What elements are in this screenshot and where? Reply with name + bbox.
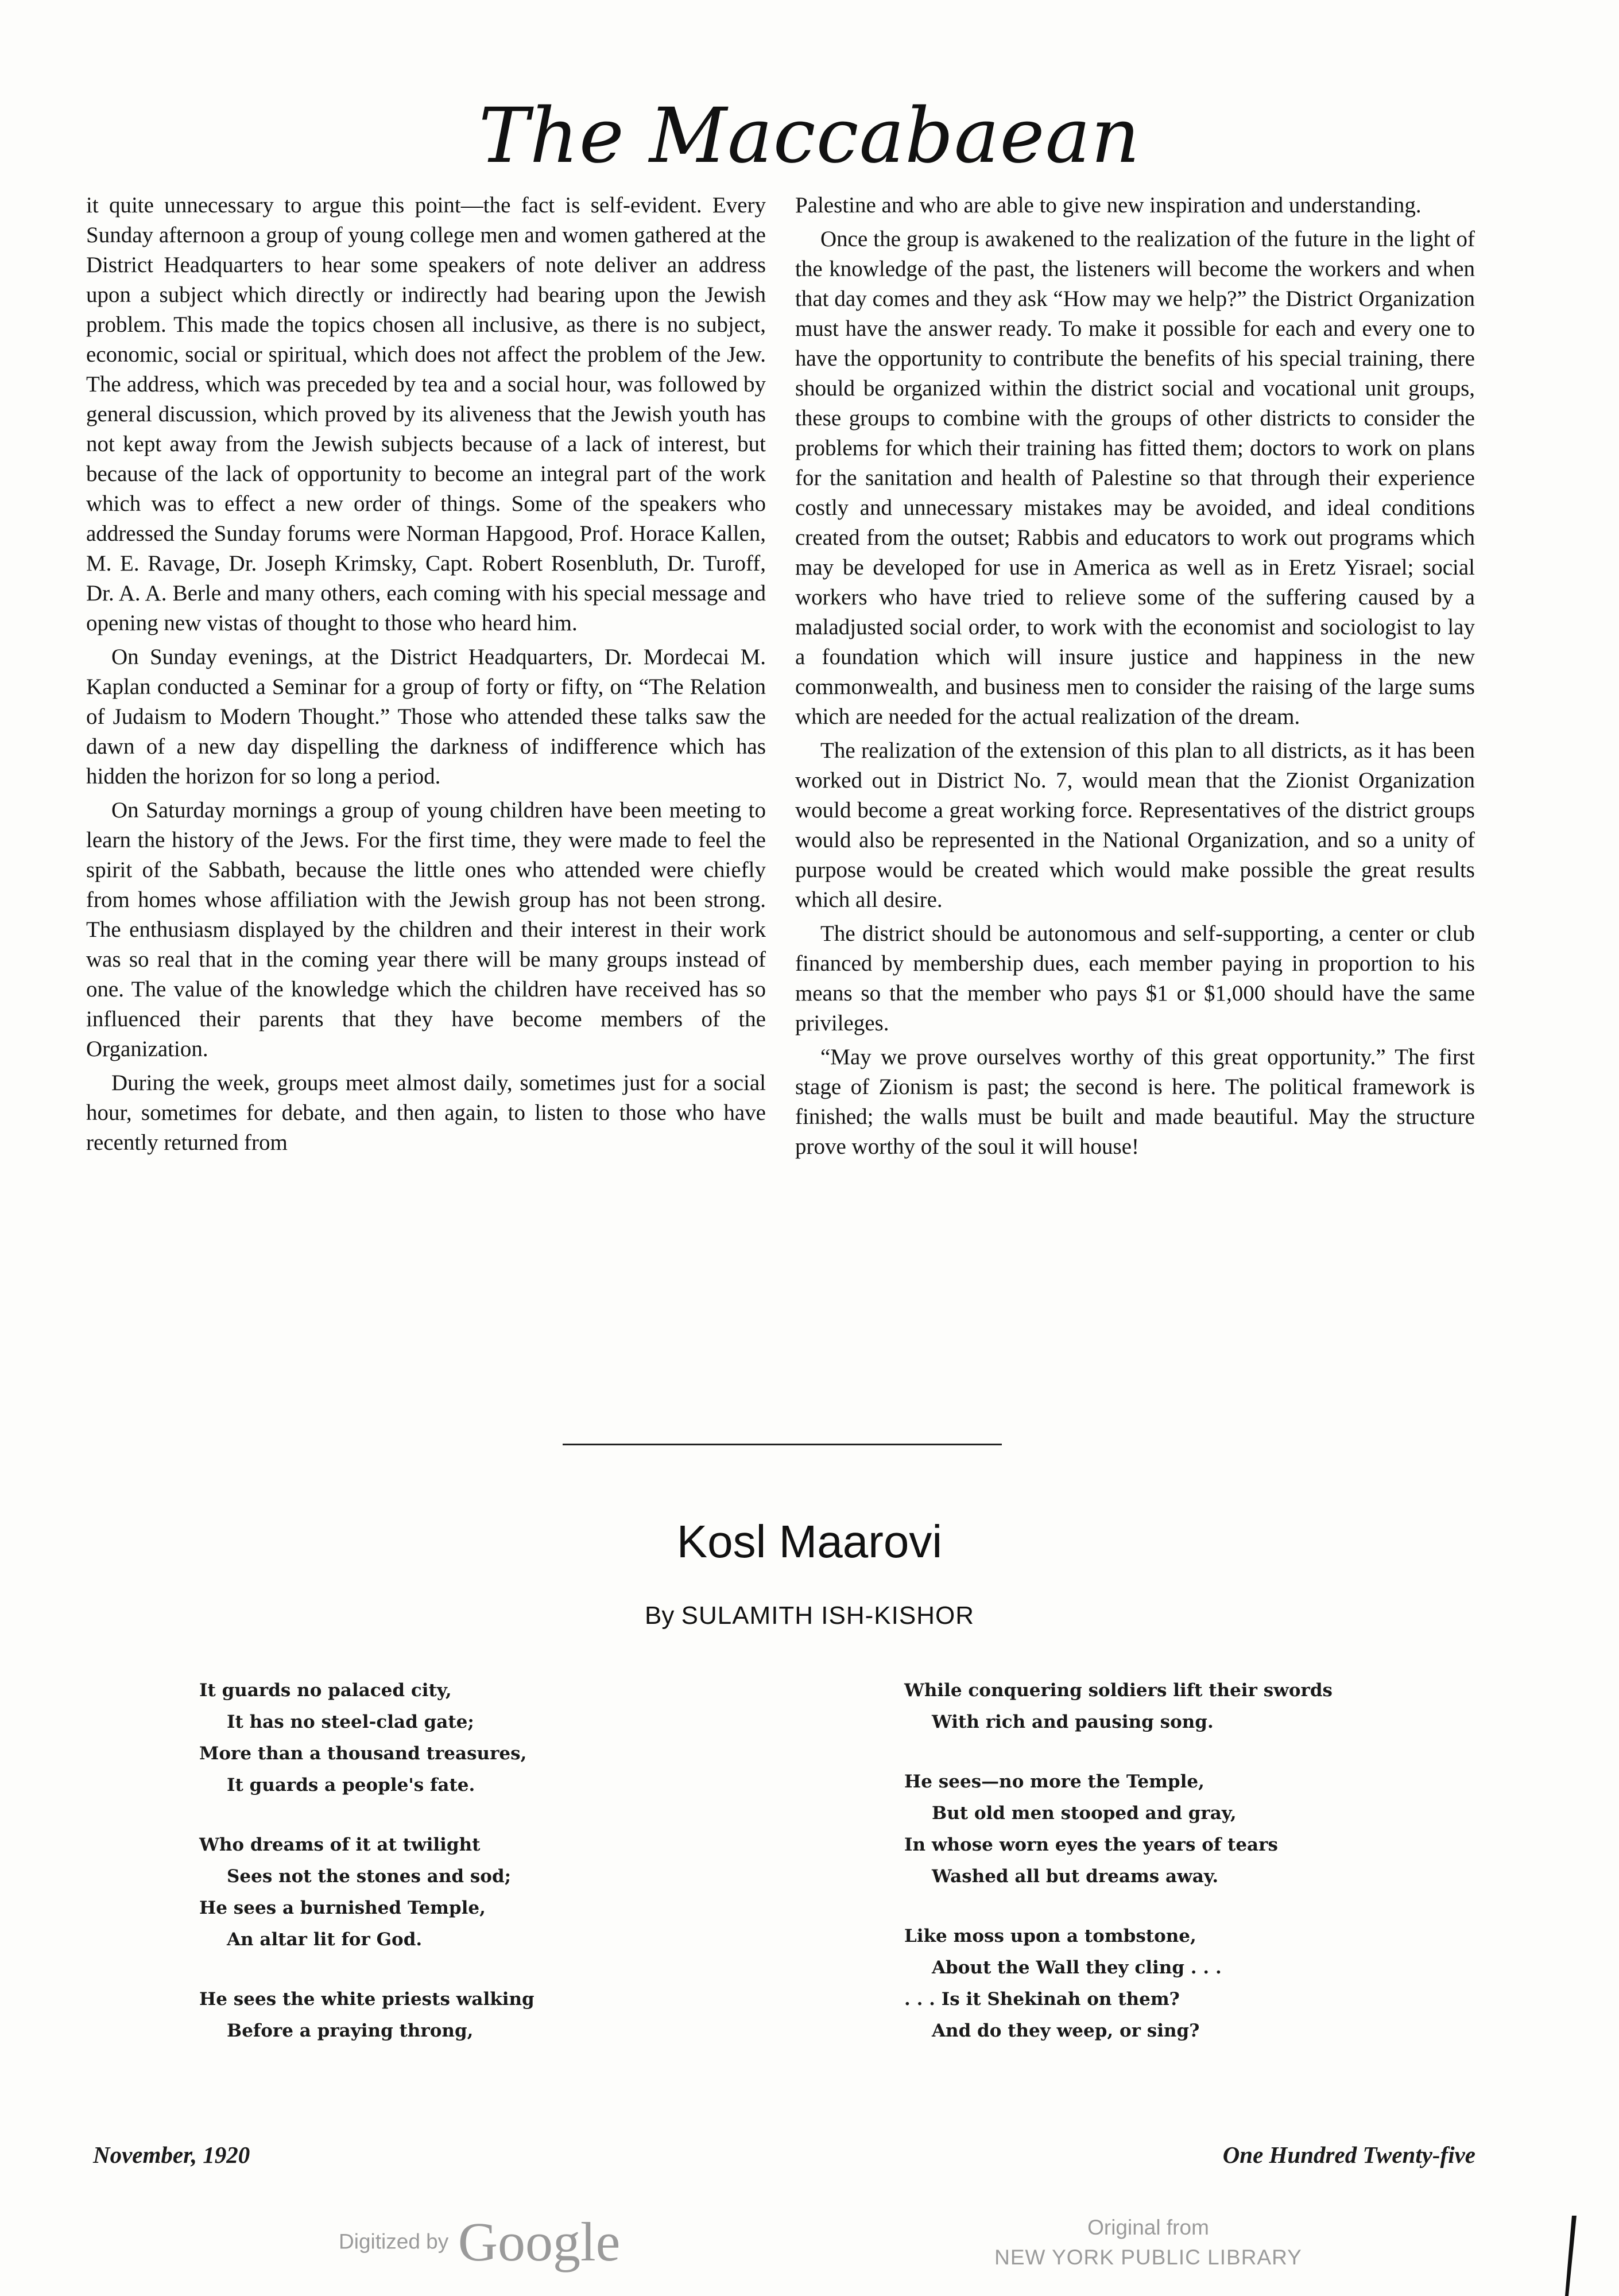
poem-title: Kosl Maarovi xyxy=(676,1516,943,1567)
article-paragraph: The realization of the extension of this plan to all districts, as it has been worked out in District No. 7, would mean that the Zionist Organization would become a great working force. Representatives of the district groups would also be represented in the National Organization, and so a unity of purpose would be created which would make possible the great results which all desire. xyxy=(795,738,1475,912)
poem-stanza-continued xyxy=(904,1675,1478,1738)
google-logo: Google xyxy=(458,2211,621,2272)
article-paragraph: it quite unnecessary to argue this point—the fact is self-evident. Every Sunday afternoon a group of young college men and women gathered at the District Headquarters to hear some speakers of note deliver an address upon a subject which directly or indirectly had bearing upon the Jewish problem. This made the topics chosen all inclusive, as there is no subject, economic, social or spiritual, which does not affect the problem of the Jew. The address, which was preceded by tea and a social hour, was followed by general discussion, which proved by its aliveness that the Jewish youth has not kept away from the Jewish subjects because of a lack of interest, but because of the lack of opportunity to become an integral part of the work which was to effect a new order of things. Some of the speakers who addressed the Sunday forums were Norman Hapgood, Prof. Horace Kallen, M. E. Ravage, Dr. Joseph Krimsky, Capt. Robert Rosenbluth, Dr. Turoff, Dr. A. A. Berle and many others, each coming with his special message and opening new vistas of thought to those who heard him. xyxy=(86,193,766,635)
poem-line: Before a praying throng, xyxy=(227,2020,474,2041)
poem-stanza xyxy=(199,1829,773,1956)
poem-stanza xyxy=(199,1675,773,1801)
article-column-left xyxy=(86,191,766,1162)
poem-line: It guards a people's fate. xyxy=(227,1775,475,1795)
poem-line: Sees not the stones and sod; xyxy=(227,1866,512,1887)
poem-line: And do they weep, or sing? xyxy=(932,2020,1200,2041)
original-from-label: Original from xyxy=(1087,2216,1209,2239)
poem-column-left xyxy=(199,1675,773,2075)
poem-line: It guards no palaced city, xyxy=(199,1680,452,1701)
poem-line: . . . Is it Shekinah on them? xyxy=(904,1989,1180,2010)
article-paragraph: “May we prove ourselves worthy of this great opportunity.” The first stage of Zionism is past; the second is here. The political framework is finished; the walls must be built and made beautiful. May the structure prove worthy of the soul it will house! xyxy=(795,1045,1475,1159)
section-divider xyxy=(563,1444,1002,1445)
poem-line: Who dreams of it at twilight xyxy=(199,1835,481,1855)
library-provenance xyxy=(976,2213,1320,2272)
poem-line: An altar lit for God. xyxy=(227,1929,423,1950)
article-paragraph: The district should be autonomous and self-supporting, a center or club financed by membership dues, each member paying in proportion to his means so that the member who pays $1 or $1,000 should have the same privileges. xyxy=(795,921,1475,1035)
masthead-title: The Maccabaean xyxy=(478,92,1141,180)
article-paragraph: On Sunday evenings, at the District Headquarters, Dr. Mordecai M. Kaplan conducted a Seminar for a group of forty or fifty, on “The Relation of Judaism to Modern Thought.” Those who attended these talks saw the dawn of a new day dispelling the darkness of indifference which has hidden the horizon for so long a period. xyxy=(86,645,766,789)
article-paragraph: During the week, groups meet almost daily, sometimes just for a social hour, sometimes for debate, and then again, to listen to those who have recently returned from xyxy=(86,1071,766,1155)
article-paragraph: On Saturday mornings a group of young children have been meeting to learn the history of the Jews. For the first time, they were made to feel the spirit of the Sabbath, because the little ones who attended were chiefly from homes whose affiliation with the Jewish group has not been strong. The enthusiasm displayed by the children and their interest in their work was so real that in the coming year there will be many groups instead of one. The value of the knowledge which the children have received has so influenced their parents that they have become members of the Organization. xyxy=(86,798,766,1061)
poem-line: About the Wall they cling . . . xyxy=(932,1957,1222,1978)
poem-line: In whose worn eyes the years of tears xyxy=(904,1835,1278,1855)
article-paragraph: Once the group is awakened to the realization of the future in the light of the knowledge of the past, the listeners will become the workers and when that day comes and they ask “How may we help?” the District Organization must have the answer ready. To make it possible for each and every one to have the opportunity to contribute the benefits of his special training, there should be organized within the district social and vocational unit groups, these groups to combine with the groups of other districts to consider the problems for which their training has fitted them; doctors to work on plans for the sanitation and health of Palestine so that through their experience costly and unnecessary mistakes may be avoided, and ideal conditions created from the outset; Rabbis and educators to work out programs which may be developed for use in America as well as in Eretz Yisrael; social workers who have tried to relieve some of the suffering caused by a maladjusted social order, to work with the economist and sociologist to lay a foundation which will insure justice and happiness in the new commonwealth, and business men to consider the raising of the large sums which are needed for the actual realization of the dream. xyxy=(795,227,1475,729)
article-paragraph: Palestine and who are able to give new inspiration and understanding. xyxy=(795,193,1422,218)
poem-byline xyxy=(0,1601,1619,1630)
poem-author: SULAMITH ISH-KISHOR xyxy=(681,1601,974,1630)
digitized-by-watermark xyxy=(339,2210,620,2274)
issue-date: November, 1920 xyxy=(93,2142,250,2168)
library-name: NEW YORK PUBLIC LIBRARY xyxy=(994,2245,1302,2269)
poem-stanza xyxy=(904,1921,1478,2047)
poem-line: But old men stooped and gray, xyxy=(932,1803,1237,1824)
poem-line: He sees a burnished Temple, xyxy=(199,1898,486,1918)
poem-stanza xyxy=(904,1766,1478,1892)
poem-line: With rich and pausing song. xyxy=(932,1712,1214,1732)
digitized-by-label: Digitized by xyxy=(339,2229,449,2254)
byline-prefix: By xyxy=(645,1601,675,1630)
article-column-right xyxy=(795,191,1475,1166)
poem-line: It has no steel-clad gate; xyxy=(227,1712,474,1732)
page-edge-mark xyxy=(1564,2216,1585,2296)
poem-line: Washed all but dreams away. xyxy=(932,1866,1219,1887)
poem-column-right xyxy=(904,1675,1478,2075)
poem-line: He sees—no more the Temple, xyxy=(904,1771,1204,1792)
poem-line: While conquering soldiers lift their swords xyxy=(904,1680,1333,1701)
poem-line: He sees the white priests walking xyxy=(199,1989,534,2010)
poem-line: Like moss upon a tombstone, xyxy=(904,1926,1196,1946)
page-number: One Hundred Twenty-five xyxy=(1222,2142,1475,2168)
poem-line: More than a thousand treasures, xyxy=(199,1743,527,1764)
poem-stanza xyxy=(199,1984,773,2047)
